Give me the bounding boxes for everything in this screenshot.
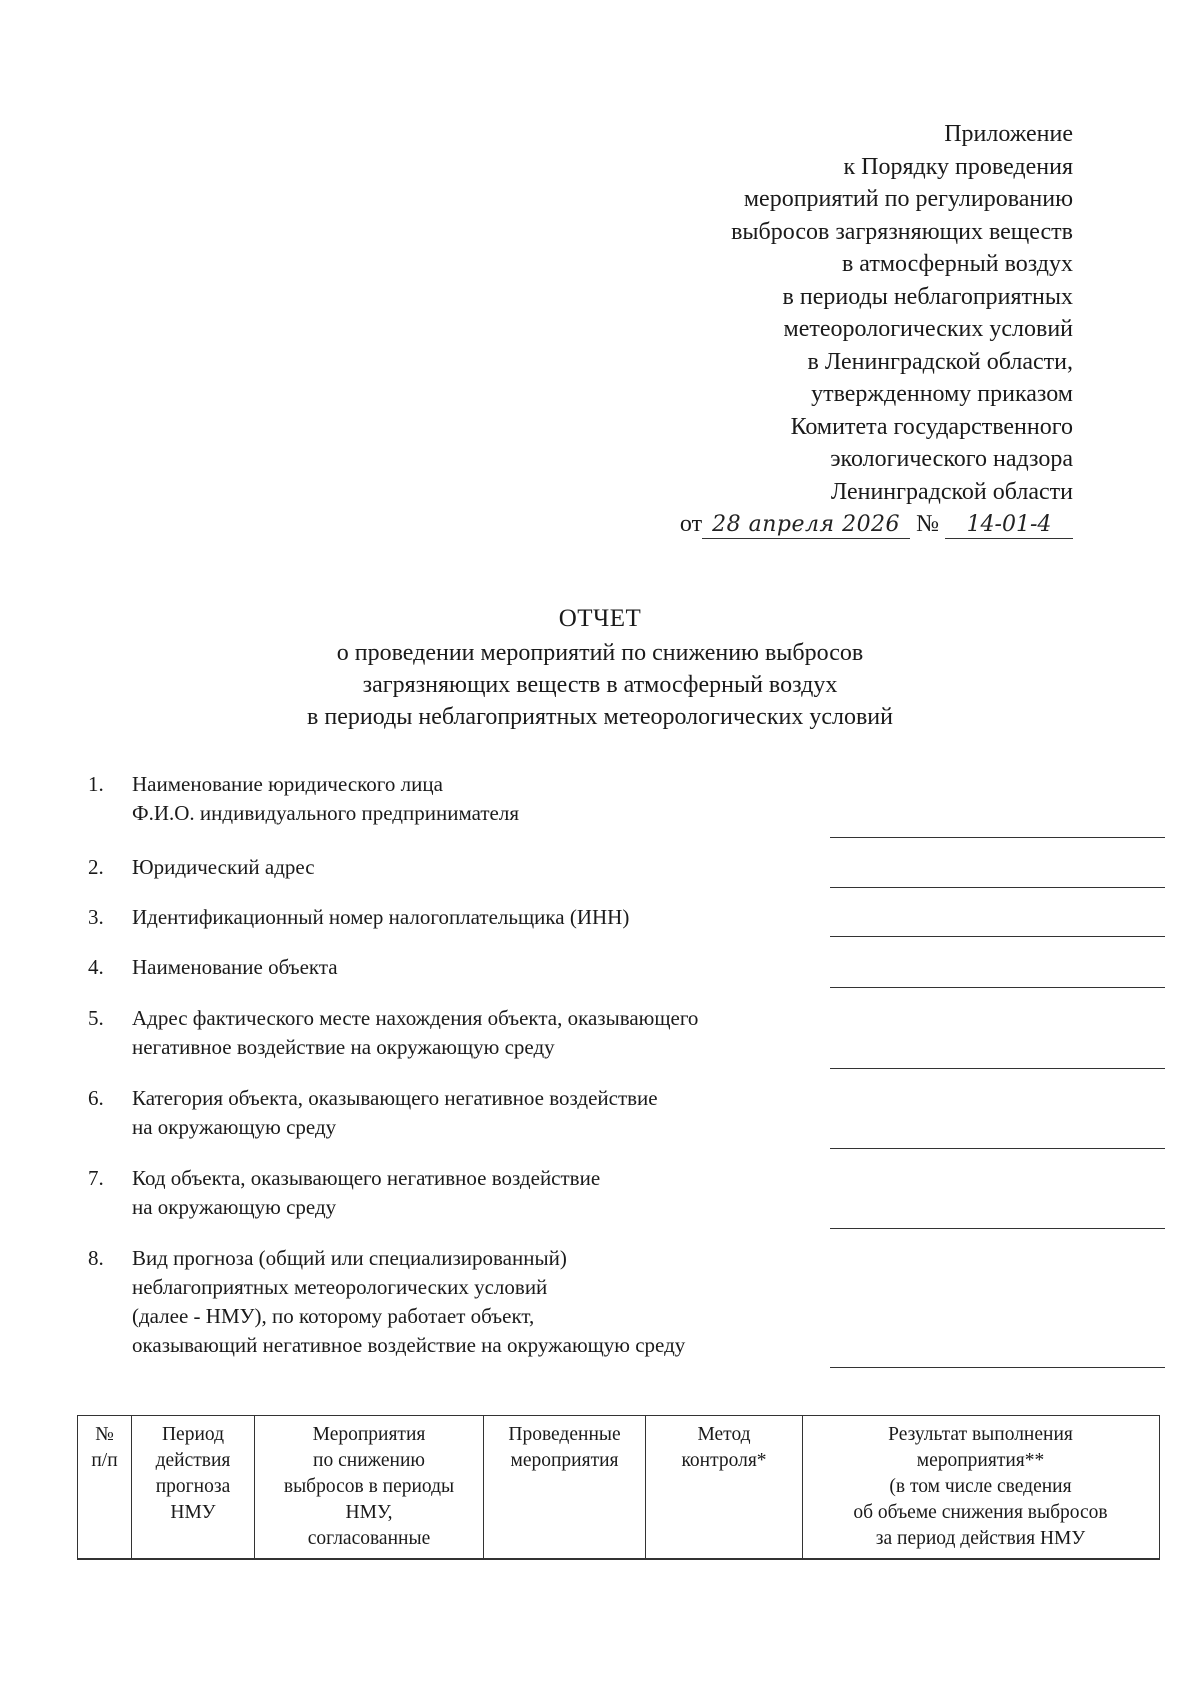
appendix-line: в Ленинградской области, xyxy=(807,348,1073,375)
field-label-line: негативное воздействие на окружающую среду xyxy=(132,1035,555,1059)
appendix-line: Ленинградской области xyxy=(830,478,1073,505)
field-label-line: Ф.И.О. индивидуального предпринимателя xyxy=(132,801,520,825)
handwritten-date: 28 апреля 2026 xyxy=(702,512,910,539)
table-header-cell-number xyxy=(78,1416,132,1558)
table-header-cell-result xyxy=(803,1416,1158,1558)
number-sign: № xyxy=(916,511,939,537)
appendix-line: к Порядку проведения xyxy=(843,153,1073,180)
header-text: мероприятия xyxy=(510,1450,619,1471)
fill-in-line[interactable] xyxy=(830,1228,1165,1229)
field-label-line: (далее - НМУ), по которому работает объект, xyxy=(132,1304,535,1328)
order-date-number-line xyxy=(513,508,1073,541)
report-subtitle-line: в периоды неблагоприятных метеорологических условий xyxy=(307,704,893,730)
field-label-line: Наименование юридического лица xyxy=(132,772,443,796)
appendix-line: в атмосферный воздух xyxy=(841,251,1073,277)
header-text: № xyxy=(95,1424,114,1445)
header-text: об объеме снижения выбросов xyxy=(853,1502,1108,1523)
report-title: ОТЧЕТ xyxy=(558,605,642,632)
header-text: Период xyxy=(161,1424,225,1445)
field-number: 2. xyxy=(88,855,104,879)
field-label-line: Адрес фактического месте нахождения объекта, оказывающего xyxy=(132,1006,699,1030)
table-header-cell-measures xyxy=(255,1416,484,1558)
header-text: Метод xyxy=(697,1424,751,1445)
fill-in-line[interactable] xyxy=(830,1367,1165,1368)
field-label-line: оказывающий негативное воздействие на окружающую среду xyxy=(132,1333,686,1357)
fill-in-line[interactable] xyxy=(830,887,1165,888)
table-header-cell-conducted xyxy=(484,1416,646,1558)
header-text: прогноза xyxy=(155,1476,231,1497)
field-label xyxy=(132,1084,832,1142)
field-number: 3. xyxy=(88,905,104,929)
field-label-line: Вид прогноза (общий или специализированный) xyxy=(132,1246,567,1270)
header-text: мероприятия** xyxy=(916,1450,1045,1471)
appendix-line: в периоды неблагоприятных xyxy=(782,283,1073,310)
table-header-cell-control-method xyxy=(646,1416,803,1558)
field-label-line: Наименование объекта xyxy=(132,955,338,979)
report-subtitle-line: о проведении мероприятий по снижению выбросов xyxy=(336,640,864,666)
header-text: согласованные xyxy=(307,1528,431,1549)
field-label-line: Категория объекта, оказывающего негативное воздействие xyxy=(132,1086,658,1110)
field-number: 6. xyxy=(88,1086,104,1110)
table-header-cell-period xyxy=(132,1416,255,1558)
fill-in-line[interactable] xyxy=(830,1068,1165,1069)
field-label-line: Идентификационный номер налогоплательщика (ИНН) xyxy=(132,905,630,929)
fill-in-line[interactable] xyxy=(830,1148,1165,1149)
header-text: Мероприятия xyxy=(312,1424,426,1445)
measures-table xyxy=(77,1415,1160,1560)
header-text: выбросов в периоды xyxy=(283,1476,455,1497)
from-label: от xyxy=(679,511,703,537)
header-text: п/п xyxy=(91,1450,118,1471)
field-label-line: Код объекта, оказывающего негативное воздействие xyxy=(132,1166,601,1190)
header-text: НМУ, xyxy=(345,1502,393,1523)
field-number: 4. xyxy=(88,955,104,979)
fill-in-line[interactable] xyxy=(830,987,1165,988)
field-label-line: Юридический адрес xyxy=(132,855,315,879)
field-label xyxy=(132,953,832,982)
field-number: 5. xyxy=(88,1006,104,1030)
header-text: (в том числе сведения xyxy=(889,1476,1072,1497)
field-label xyxy=(132,1004,832,1062)
field-label-line: на окружающую среду xyxy=(132,1195,337,1219)
field-label xyxy=(132,770,832,828)
appendix-line: выбросов загрязняющих веществ xyxy=(731,218,1073,245)
field-number: 7. xyxy=(88,1166,104,1190)
header-text: действия xyxy=(155,1450,231,1471)
report-title-block xyxy=(0,603,1200,733)
appendix-line: мероприятий по регулированию xyxy=(743,186,1073,212)
field-label-line: неблагоприятных метеорологических условий xyxy=(132,1275,548,1299)
header-text: за период действия НМУ xyxy=(875,1528,1086,1549)
appendix-block xyxy=(513,118,1073,541)
header-text: Результат выполнения xyxy=(888,1424,1073,1445)
handwritten-order-number: 14-01-4 xyxy=(945,512,1073,539)
field-number: 1. xyxy=(88,772,104,796)
appendix-line: экологического надзора xyxy=(830,446,1073,472)
fill-in-line[interactable] xyxy=(830,837,1165,838)
appendix-line: метеорологических условий xyxy=(783,316,1073,342)
appendix-line: Комитета государственного xyxy=(790,413,1073,440)
header-text: Проведенные xyxy=(508,1424,621,1445)
field-label xyxy=(132,903,832,932)
header-text: контроля* xyxy=(681,1450,767,1471)
field-label-line: на окружающую среду xyxy=(132,1115,337,1139)
header-text: НМУ xyxy=(170,1502,216,1523)
field-number: 8. xyxy=(88,1246,104,1270)
header-text: по снижению xyxy=(313,1450,425,1471)
appendix-line: Приложение xyxy=(944,121,1073,147)
field-label xyxy=(132,1244,832,1360)
fill-in-line[interactable] xyxy=(830,936,1165,937)
field-label xyxy=(132,1164,832,1222)
report-subtitle-line: загрязняющих веществ в атмосферный воздух xyxy=(362,672,838,698)
appendix-line: утвержденному приказом xyxy=(811,381,1073,407)
field-label xyxy=(132,853,832,882)
